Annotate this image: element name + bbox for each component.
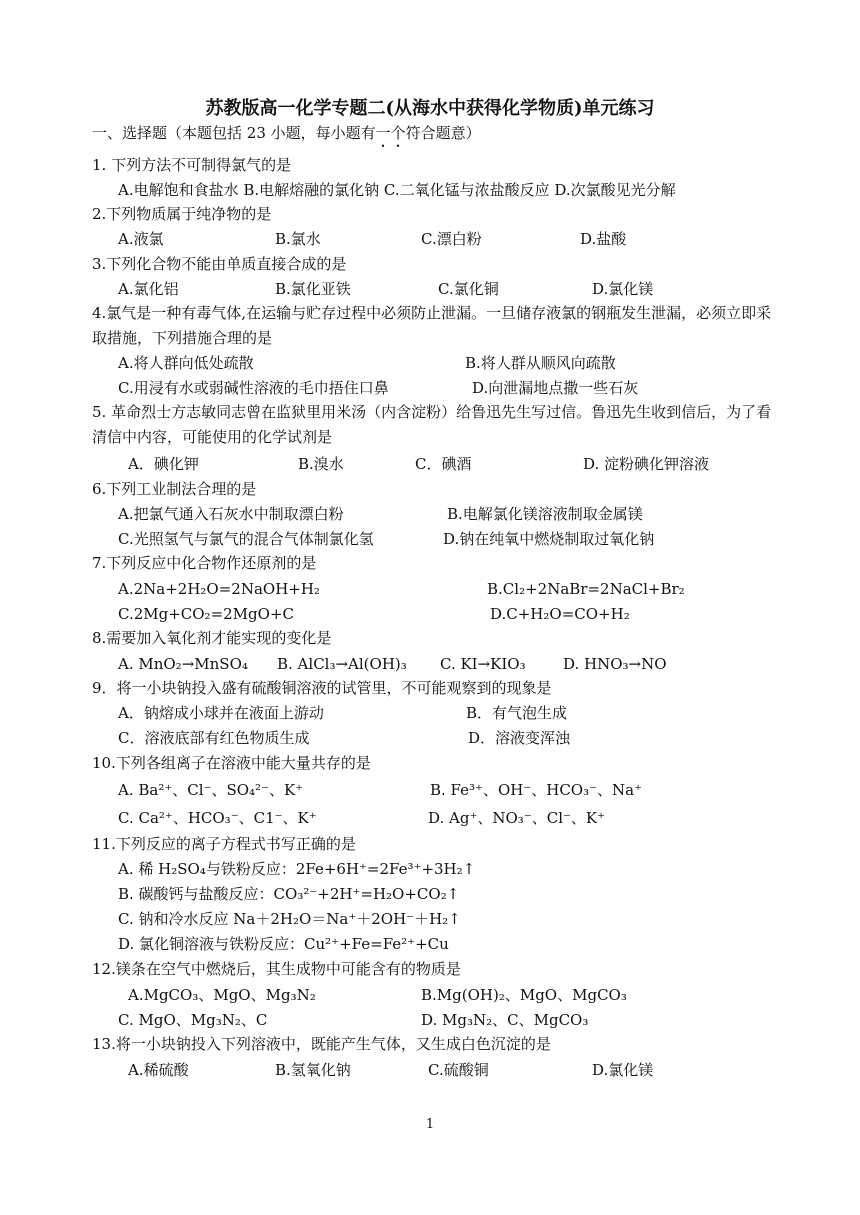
question-option: A．碘化钾 [128,455,199,473]
question-option: B.电解氯化镁溶液制取金属镁 [447,505,643,523]
question-option: C．溶液底部有红色物质生成 [118,729,310,747]
question-option: C. KI→KIO₃ [440,655,526,673]
question-option: B.Mg(OH)₂、MgO、MgCO₃ [421,986,627,1004]
question-option: D.盐酸 [580,230,627,248]
question-option: D. Ag⁺、NO₃⁻、Cl⁻、K⁺ [428,809,606,827]
question-option: B.氯化亚铁 [275,280,351,298]
question-option: A.氯化铝 [118,280,179,298]
question-option: C．碘酒 [415,455,472,473]
question-option: B．有气泡生成 [466,704,568,722]
question-option: C.硫酸铜 [428,1061,489,1079]
question-option: C.光照氢气与氯气的混合气体制氯化氢 [118,530,374,548]
question-option: C.氯化铜 [438,280,499,298]
question-option: B.氯水 [275,230,321,248]
question-option: D. 淀粉碘化钾溶液 [583,455,710,473]
question-stem: 5. 革命烈士方志敏同志曾在监狱里用米汤（内含淀粉）给鲁迅先生写过信。鲁迅先生收到信后，为了看清信中内容，可能使用的化学试剂是 [92,403,772,446]
question-option: D.C+H₂O=CO+H₂ [490,605,630,623]
question-stem: 12.镁条在空气中燃烧后，其生成物中可能含有的物质是 [92,960,461,978]
question-option: A. MnO₂→MnSO₄ [118,655,248,673]
question-option: C.用浸有水或弱碱性溶液的毛巾捂住口鼻 [118,379,389,397]
question-option: A．钠熔成小球并在液面上游动 [118,704,324,722]
section-emphasis: 一个 [375,124,406,142]
question-option: D.钠在纯氧中燃烧制取过氧化钠 [443,530,655,548]
question-option: C.2Mg+CO₂=2MgO+C [118,605,294,623]
question-option: A.液氯 [118,230,164,248]
question-option: B.将人群从顺风向疏散 [465,354,616,372]
question-option: D.向泄漏地点撒一些石灰 [472,379,639,397]
question-option: D．溶液变浑浊 [468,729,571,747]
question-option: A.将人群向低处疏散 [118,354,254,372]
question-stem: 13.将一小块钠投入下列溶液中，既能产生气体，又生成白色沉淀的是 [92,1035,551,1053]
question-option: C. Ca²⁺、HCO₃⁻、C1⁻、K⁺ [118,809,317,827]
question-option: B.溴水 [298,455,344,473]
question-option: B. Fe³⁺、OH⁻、HCO₃⁻、Na⁺ [430,781,643,799]
question-option: A. 稀 H₂SO₄与铁粉反应：2Fe+6H⁺=2Fe³⁺+3H₂↑ [118,860,476,878]
question-option: A.电解饱和食盐水 B.电解熔融的氯化钠 C.二氧化锰与浓盐酸反应 D.次氯酸见光分解 [118,181,676,199]
question-stem: 11.下列反应的离子方程式书写正确的是 [92,835,356,853]
question-option: B. 碳酸钙与盐酸反应：CO₃²⁻+2H⁺=H₂O+CO₂↑ [118,885,460,903]
section-suffix: 符合题意） [405,124,481,142]
question-option: A.2Na+2H₂O=2NaOH+H₂ [118,580,320,598]
question-option: D. Mg₃N₂、C、MgCO₃ [421,1011,589,1029]
page-title: 苏教版高一化学专题二(从海水中获得化学物质)单元练习 [205,98,655,119]
question-option: C. 钠和冷水反应 Na＋2H₂O＝Na⁺＋2OH⁻＋H₂↑ [118,910,461,928]
question-stem: 7.下列反应中化合物作还原剂的是 [92,554,317,572]
page-number: 1 [425,1117,435,1132]
question-option: B.氢氧化钠 [275,1061,351,1079]
question-option: C. MgO、Mg₃N₂、C [118,1011,268,1029]
question-option: C.漂白粉 [421,230,482,248]
question-option: D. 氯化铜溶液与铁粉反应：Cu²⁺+Fe=Fe²⁺+Cu [118,935,449,953]
question-option: A.稀硫酸 [128,1061,189,1079]
section-heading [92,122,481,151]
question-option: A. Ba²⁺、Cl⁻、SO₄²⁻、K⁺ [118,781,304,799]
question-option: A.把氯气通入石灰水中制取漂白粉 [118,505,344,523]
question-stem: 1. 下列方法不可制得氯气的是 [92,156,292,174]
question-option: B.Cl₂+2NaBr=2NaCl+Br₂ [487,580,685,598]
question-option: D. HNO₃→NO [563,655,667,673]
question-stem: 9．将一小块钠投入盛有硫酸铜溶液的试管里，不可能观察到的现象是 [92,679,552,697]
question-stem: 3.下列化合物不能由单质直接合成的是 [92,255,347,273]
question-stem: 10.下列各组离子在溶液中能大量共存的是 [92,754,371,772]
section-prefix: 一、选择题（本题包括 23 小题，每小题有 [92,124,376,142]
question-stem: 4.氯气是一种有毒气体,在运输与贮存过程中必须防止泄漏。一旦储存液氯的钢瓶发生泄漏，必须立即采取措施，下列措施合理的是 [92,304,772,347]
question-stem: 2.下列物质属于纯净物的是 [92,205,272,223]
question-option: B. AlCl₃→Al(OH)₃ [277,655,407,673]
question-stem: 8.需要加入氧化剂才能实现的变化是 [92,629,332,647]
question-option: D.氯化镁 [592,280,654,298]
question-option: A.MgCO₃、MgO、Mg₃N₂ [128,986,316,1004]
question-option: D.氯化镁 [592,1061,654,1079]
question-stem: 6.下列工业制法合理的是 [92,480,257,498]
